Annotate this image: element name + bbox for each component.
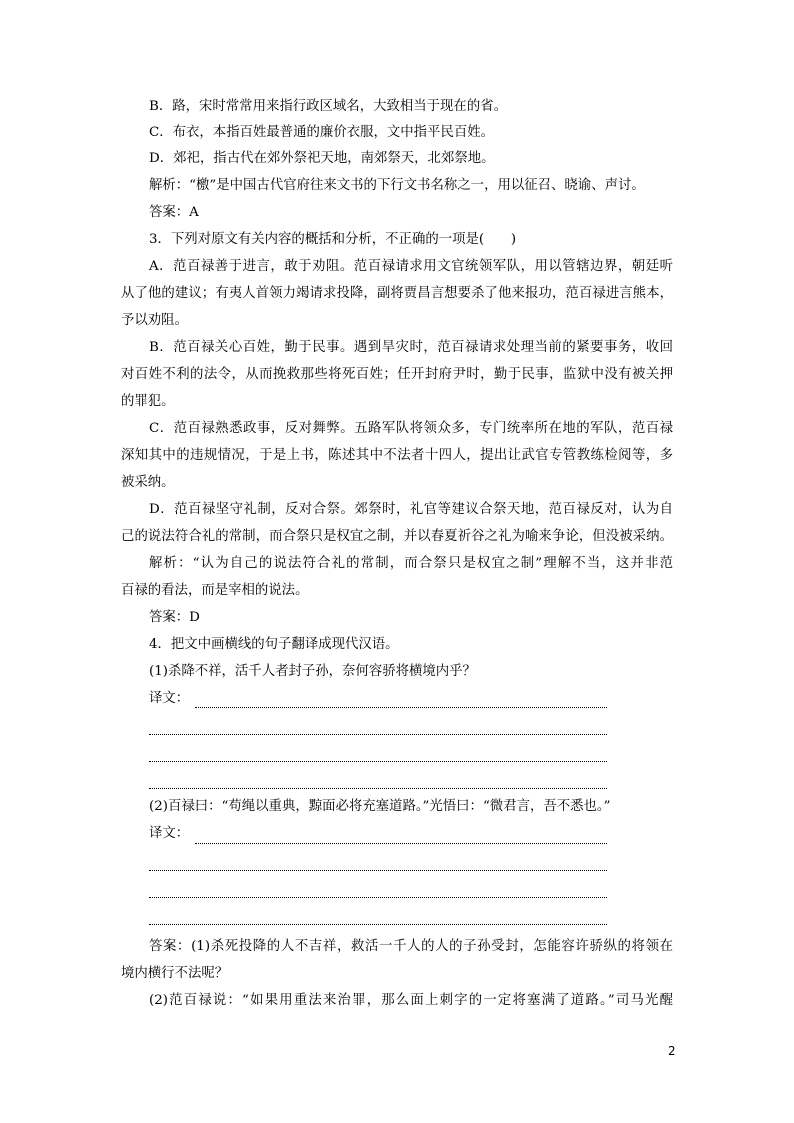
q4-answer-line-3: (2)范百禄说：“如果用重法来治罪，那么面上刺字的一定将塞满了道路。”司马光醒 <box>149 993 673 1008</box>
q3-option-b-line-1: B．范百禄关心百姓，勤于民事。遇到旱灾时，范百禄请求处理当前的紧要事务，收回 <box>149 340 673 355</box>
q3-analysis-line-1: 解析：“认为自己的说法符合礼的常制，而合祭只是权宜之制”理解不当，这并非范 <box>149 556 673 571</box>
q4-translation-label-1: 译文： <box>149 691 190 706</box>
option-c-line: C．布衣，本指百姓最普通的廉价衣服，文中指平民百姓。 <box>149 125 495 140</box>
answer-blank-line[interactable] <box>149 924 607 925</box>
q3-option-a-line-1: A．范百禄善于进言，敢于劝阻。范百禄请求用文官统领军队，用以管辖边界，朝廷听 <box>149 259 673 274</box>
q3-option-b-line-2: 对百姓不利的法令，从而挽救那些将死百姓；任开封府尹时，勤于民事，监狱中没有被关押 <box>121 367 673 382</box>
q3-option-d-line-2: 己的说法符合礼的常制，而合祭只是权宜之制，并以春夏祈谷之礼为喻来争论，但没被采纳。 <box>121 529 673 544</box>
q4-sentence-1: (1)杀降不祥，活千人者封子孙，奈何容骄将横境内乎？ <box>149 664 476 679</box>
q3-option-d-line-1: D．范百禄坚守礼制，反对合祭。郊祭时，礼官等建议合祭天地，范百禄反对，认为自 <box>149 502 673 517</box>
q4-answer-line-2: 境内横行不法呢？ <box>121 966 229 981</box>
q3-answer-line: 答案：D <box>149 610 200 625</box>
q3-option-c-line-3: 被采纳。 <box>121 475 175 490</box>
q3-option-b-line-3: 的罪犯。 <box>121 394 175 409</box>
answer-blank-line[interactable] <box>149 870 607 871</box>
option-d-line: D．郊祀，指古代在郊外祭祀天地，南郊祭天，北郊祭地。 <box>149 151 495 166</box>
q4-sentence-2: (2)百禄曰：“苟绳以重典，黥面必将充塞道路。”光悟曰：“微君言，吾不悉也。” <box>149 799 611 814</box>
q4-answer-line-1: 答案：(1)杀死投降的人不吉祥，救活一千人的人的子孙受封，怎能容许骄纵的将领在 <box>149 939 673 954</box>
q3-option-a-line-2: 从了他的建议；有夷人首领力竭请求投降，副将贾昌言想要杀了他来报功，范百禄进言熊本， <box>121 286 673 301</box>
answer-blank-line[interactable] <box>195 843 607 844</box>
page-number: 2 <box>668 1044 676 1058</box>
answer-blank-line[interactable] <box>149 734 607 735</box>
answer-blank-line[interactable] <box>149 897 607 898</box>
answer-blank-line[interactable] <box>149 761 607 762</box>
question-3-stem: 3．下列对原文有关内容的概括和分析，不正确的一项是( ) <box>149 232 517 247</box>
analysis-line: 解析：“檄”是中国古代官府往来文书的下行文书名称之一，用以征召、晓谕、声讨。 <box>149 178 645 193</box>
q3-analysis-line-2: 百禄的看法，而是宰相的说法。 <box>121 583 309 598</box>
option-b-line: B．路，宋时常常用来指行政区域名，大致相当于现在的省。 <box>149 99 507 114</box>
q3-option-c-line-1: C．范百禄熟悉政事，反对舞弊。五路军队将领众多，专门统率所在地的军队，范百禄 <box>149 421 673 436</box>
question-4-stem: 4．把文中画横线的句子翻译成现代汉语。 <box>149 637 399 652</box>
answer-blank-line[interactable] <box>149 788 607 789</box>
answer-blank-line[interactable] <box>195 707 607 708</box>
q4-translation-label-2: 译文： <box>149 826 190 841</box>
answer-line: 答案：A <box>149 205 199 220</box>
q3-option-c-line-2: 深知其中的违规情况，于是上书，陈述其中不法者十四人，提出让武官专管教练检阅等，多 <box>121 448 673 463</box>
q3-option-a-line-3: 予以劝阻。 <box>121 313 188 328</box>
